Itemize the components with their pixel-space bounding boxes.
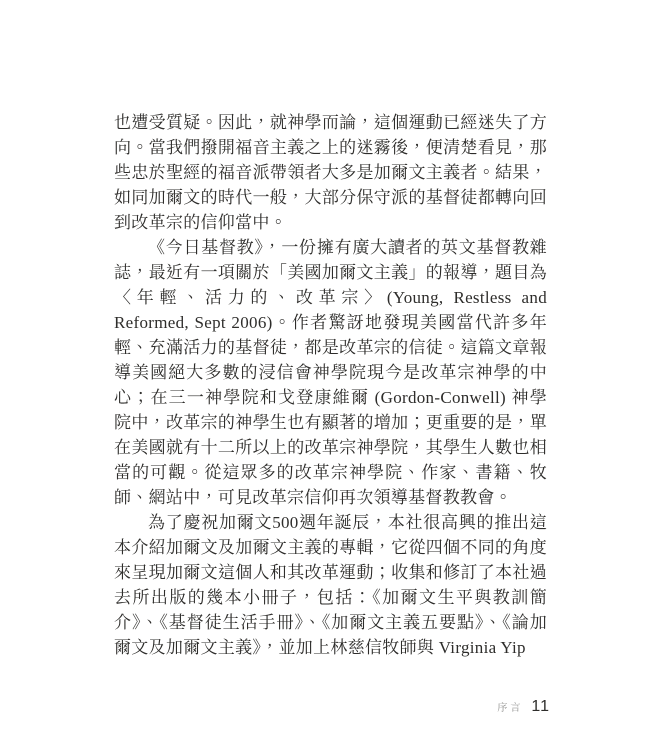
paragraph-christianity-today: 《今日基督教》，一份擁有廣大讀者的英文基督教雜誌，最近有一項關於「美國加爾文主義」的報導，題目為〈年輕、活力的、改革宗〉(Young, Restless and Reformed, Sept 2006)。作者驚訝地發現美國當代許多年輕、充滿活力的基督徒，都是改革宗的信徒。這篇文章報導美國絕大多數的浸信會神學院現今是改革宗神學的中心；在三一神學院和戈登康維爾 (Gordon-Conwell) 神學院中，改革宗的神學生也有顯著的增加；更重要的是，單在美國就有十二所以上的改革宗神學院，其學生人數也相當的可觀。從這眾多的改革宗神學院、作家、書籍、牧師、網站中，可見改革宗信仰再次領導基督教教會。 <box>114 238 547 507</box>
paragraph-continuation: 也遭受質疑。因此，就神學而論，這個運動已經迷失了方向。當我們撥開福音主義之上的迷霧後，便清楚看見，那些忠於聖經的福音派帶領者大多是加爾文主義者。結果，如同加爾文的時代一般，大部分保守派的基督徒都轉向回到改革宗的信仰當中。 <box>114 113 547 232</box>
paragraph-calvin-500th: 為了慶祝加爾文500週年誕辰，本社很高興的推出這本介紹加爾文及加爾文主義的專輯，它從四個不同的角度來呈現加爾文這個人和其改革運動；收集和修訂了本社過去所出版的幾本小冊子，包括：《加爾文生平與教訓簡介》、《基督徒生活手冊》、《加爾文主義五要點》、《論加爾文及加爾文主義》，並加上林慈信牧師與 Virginia Yip <box>114 513 547 657</box>
page-footer <box>0 698 550 716</box>
section-label: 序言 <box>497 703 524 714</box>
page-number: 11 <box>531 698 550 715</box>
body-text-block <box>114 110 547 660</box>
